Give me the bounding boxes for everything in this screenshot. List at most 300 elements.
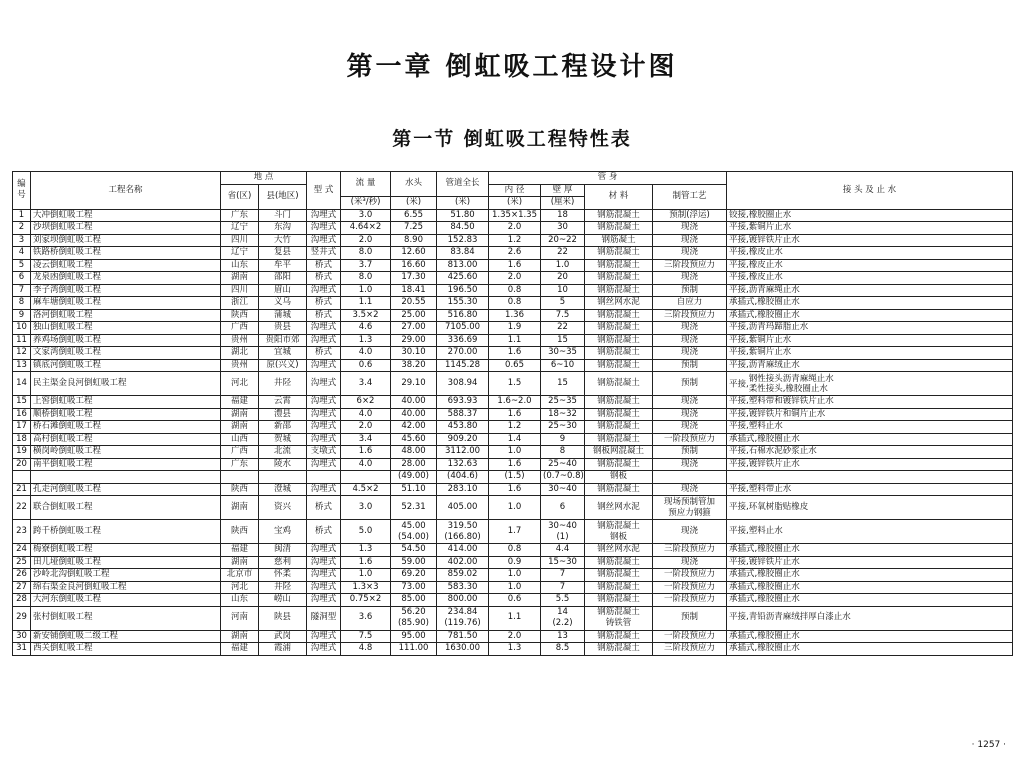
cell-proc: 现浇 bbox=[653, 347, 727, 360]
cell-no: 26 bbox=[13, 569, 31, 582]
cell-name: 联合倒虹吸工程 bbox=[31, 496, 221, 520]
cell-dia: 1.9 bbox=[489, 322, 541, 335]
cell-dia: 1.1 bbox=[489, 334, 541, 347]
table-row bbox=[13, 222, 1013, 235]
cell-wall: 6 bbox=[541, 496, 585, 520]
header-head-unit: (米) bbox=[391, 197, 437, 210]
cell-head: 16.60 bbox=[391, 259, 437, 272]
cell-flow: 1.6 bbox=[341, 446, 391, 459]
cell-line-1: 45.00 bbox=[401, 520, 426, 531]
cell-type: 沟埋式 bbox=[307, 569, 341, 582]
cell-proc: 现浇 bbox=[653, 334, 727, 347]
header-province: 省(区) bbox=[221, 184, 259, 209]
joint-line-b: 柔性接头,橡胶圈止水 bbox=[748, 383, 828, 394]
cell-proc bbox=[653, 496, 727, 520]
cell-joint: 平接,塑料带和镀锌铁片止水 bbox=[727, 396, 1013, 409]
cell-dia: 1.6 bbox=[489, 483, 541, 496]
cell-joint: 承插式,橡胶圈止水 bbox=[727, 544, 1013, 557]
cell-name: 张村倒虹吸工程 bbox=[31, 606, 221, 630]
cell-mat: 钢丝网水泥 bbox=[585, 544, 653, 557]
cell-prov: 北京市 bbox=[221, 569, 259, 582]
cell-wall: 9 bbox=[541, 433, 585, 446]
cell-flow: 3.0 bbox=[341, 209, 391, 222]
cell-len: 51.80 bbox=[437, 209, 489, 222]
cell-wall: 1.0 bbox=[541, 259, 585, 272]
cell-len: 308.94 bbox=[437, 372, 489, 396]
cell-flow: 3.0 bbox=[341, 496, 391, 520]
cell-county: 宝鸡 bbox=[259, 520, 307, 544]
cell-dia: 0.8 bbox=[489, 284, 541, 297]
cell-line-2: (119.76) bbox=[444, 618, 481, 628]
cell-type: 沟埋式 bbox=[307, 334, 341, 347]
cell-joint: 承插式,橡胶圈止水 bbox=[727, 594, 1013, 607]
cell-dia: 2.6 bbox=[489, 247, 541, 260]
cell-joint bbox=[727, 372, 1013, 396]
cell-prov: 山东 bbox=[221, 259, 259, 272]
cell-county: 陕县 bbox=[259, 606, 307, 630]
cell-flow: 3.4 bbox=[341, 433, 391, 446]
cell-proc: 现浇 bbox=[653, 458, 727, 471]
cell-type: 沟埋式 bbox=[307, 222, 341, 235]
cell-no: 24 bbox=[13, 544, 31, 557]
cell-name: 独山倒虹吸工程 bbox=[31, 322, 221, 335]
cell-proc: 三阶段预应力 bbox=[653, 309, 727, 322]
cell-len: 588.37 bbox=[437, 408, 489, 421]
cell-no: 2 bbox=[13, 222, 31, 235]
cell-wall: 20~22 bbox=[541, 234, 585, 247]
cell-proc bbox=[653, 471, 727, 484]
cell-joint: 平接,镀锌铁片止水 bbox=[727, 234, 1013, 247]
cell-prov: 辽宁 bbox=[221, 247, 259, 260]
cell-no: 31 bbox=[13, 643, 31, 656]
cell-name: 文家湾倒虹吸工程 bbox=[31, 347, 221, 360]
cell-line-1: 56.20 bbox=[401, 607, 426, 617]
cell-len: 1145.28 bbox=[437, 359, 489, 372]
cell-mat: 钢筋混凝土 bbox=[585, 643, 653, 656]
cell-county: 崂山 bbox=[259, 594, 307, 607]
cell-joint: 承插式,橡胶圈止水 bbox=[727, 309, 1013, 322]
cell-no: 6 bbox=[13, 272, 31, 285]
cell-type: 沟埋式 bbox=[307, 396, 341, 409]
cell-len: 800.00 bbox=[437, 594, 489, 607]
table-row bbox=[13, 483, 1013, 496]
cell-head: 59.00 bbox=[391, 556, 437, 569]
cell-type: 隧洞型 bbox=[307, 606, 341, 630]
cell-proc: 现浇 bbox=[653, 247, 727, 260]
cell-name: 桥石滩倒虹吸工程 bbox=[31, 421, 221, 434]
table-row bbox=[13, 581, 1013, 594]
cell-head: 25.00 bbox=[391, 309, 437, 322]
cell-no: 14 bbox=[13, 372, 31, 396]
cell-wall: 6~10 bbox=[541, 359, 585, 372]
table-row bbox=[13, 630, 1013, 643]
cell-prov: 湖南 bbox=[221, 496, 259, 520]
cell-mat: 钢筋混凝土 bbox=[585, 222, 653, 235]
cell-len: 693.93 bbox=[437, 396, 489, 409]
cell-dia: 1.4 bbox=[489, 433, 541, 446]
cell-len: 859.02 bbox=[437, 569, 489, 582]
cell-type bbox=[307, 471, 341, 484]
cell-type: 沟埋式 bbox=[307, 359, 341, 372]
cell-name: 大河东倒虹吸工程 bbox=[31, 594, 221, 607]
header-wall-unit: (厘米) bbox=[541, 197, 585, 210]
cell-type: 沟埋式 bbox=[307, 556, 341, 569]
header-inner-unit: (米) bbox=[489, 197, 541, 210]
cell-county: 资兴 bbox=[259, 496, 307, 520]
cell-name: 铁路桥倒虹吸工程 bbox=[31, 247, 221, 260]
cell-proc: 一阶段预应力 bbox=[653, 594, 727, 607]
cell-no: 23 bbox=[13, 520, 31, 544]
cell-len bbox=[437, 520, 489, 544]
cell-name: 养鸡场倒虹吸工程 bbox=[31, 334, 221, 347]
cell-flow: 3.5×2 bbox=[341, 309, 391, 322]
cell-mat bbox=[585, 520, 653, 544]
cell-head: 38.20 bbox=[391, 359, 437, 372]
cell-county: 澄城 bbox=[259, 483, 307, 496]
cell-wall: 8.5 bbox=[541, 643, 585, 656]
cell-len: 583.30 bbox=[437, 581, 489, 594]
cell-proc: 现浇 bbox=[653, 322, 727, 335]
cell-joint: 平接,环氧树脂贴橡皮 bbox=[727, 496, 1013, 520]
cell-mat: 钢筋混凝土 bbox=[585, 259, 653, 272]
cell-wall: 10 bbox=[541, 284, 585, 297]
table-row bbox=[13, 372, 1013, 396]
cell-head: 40.00 bbox=[391, 408, 437, 421]
cell-county bbox=[259, 471, 307, 484]
cell-flow: 1.3 bbox=[341, 544, 391, 557]
inverted-siphon-table bbox=[12, 171, 1013, 656]
table-row bbox=[13, 259, 1013, 272]
cell-name: 跨千桥倒虹吸工程 bbox=[31, 520, 221, 544]
cell-joint bbox=[727, 471, 1013, 484]
cell-len: 270.00 bbox=[437, 347, 489, 360]
cell-dia: 1.0 bbox=[489, 446, 541, 459]
cell-wall: 7 bbox=[541, 569, 585, 582]
cell-no: 9 bbox=[13, 309, 31, 322]
cell-wall: 25~35 bbox=[541, 396, 585, 409]
cell-dia: 1.36 bbox=[489, 309, 541, 322]
cell-county: 闽清 bbox=[259, 544, 307, 557]
cell-name: 田儿垭倒虹吸工程 bbox=[31, 556, 221, 569]
cell-len: 516.80 bbox=[437, 309, 489, 322]
cell-type: 桥式 bbox=[307, 259, 341, 272]
cell-mat: 钢筋混凝土 bbox=[585, 309, 653, 322]
cell-prov: 广西 bbox=[221, 322, 259, 335]
cell-no: 16 bbox=[13, 408, 31, 421]
cell-prov: 浙江 bbox=[221, 297, 259, 310]
cell-no: 3 bbox=[13, 234, 31, 247]
cell-name: 麻车塘倒虹吸工程 bbox=[31, 297, 221, 310]
cell-prov: 陕西 bbox=[221, 520, 259, 544]
cell-prov: 贵州 bbox=[221, 334, 259, 347]
cell-head: 18.41 bbox=[391, 284, 437, 297]
cell-county: 武岗 bbox=[259, 630, 307, 643]
cell-head: 20.55 bbox=[391, 297, 437, 310]
cell-head: 29.10 bbox=[391, 372, 437, 396]
cell-no: 1 bbox=[13, 209, 31, 222]
cell-len: 781.50 bbox=[437, 630, 489, 643]
cell-dia: 1.2 bbox=[489, 421, 541, 434]
cell-mat: 钢筋混凝土 bbox=[585, 581, 653, 594]
table-row bbox=[13, 209, 1013, 222]
cell-name: 横岗岭倒虹吸工程 bbox=[31, 446, 221, 459]
cell-mat: 钢筋混凝土 bbox=[585, 396, 653, 409]
cell-len bbox=[437, 606, 489, 630]
cell-county: 北流 bbox=[259, 446, 307, 459]
cell-head: 17.30 bbox=[391, 272, 437, 285]
cell-len: 7105.00 bbox=[437, 322, 489, 335]
header-length: 管道全长 bbox=[437, 172, 489, 197]
table-row bbox=[13, 309, 1013, 322]
cell-name: 顺桥倒虹吸工程 bbox=[31, 408, 221, 421]
cell-prov bbox=[221, 471, 259, 484]
cell-county: 大竹 bbox=[259, 234, 307, 247]
cell-type: 沟埋式 bbox=[307, 544, 341, 557]
cell-len: 453.80 bbox=[437, 421, 489, 434]
table-row bbox=[13, 284, 1013, 297]
cell-dia: 1.5 bbox=[489, 372, 541, 396]
cell-proc: 三阶段预应力 bbox=[653, 643, 727, 656]
cell-flow: 8.0 bbox=[341, 247, 391, 260]
cell-type: 沟埋式 bbox=[307, 458, 341, 471]
cell-type: 桥式 bbox=[307, 347, 341, 360]
cell-no: 18 bbox=[13, 433, 31, 446]
cell-joint: 平接,沥青麻绳止水 bbox=[727, 284, 1013, 297]
cell-prov: 湖南 bbox=[221, 421, 259, 434]
cell-flow: 1.6 bbox=[341, 556, 391, 569]
cell-wall bbox=[541, 606, 585, 630]
cell-no: 7 bbox=[13, 284, 31, 297]
cell-dia: 0.9 bbox=[489, 556, 541, 569]
cell-no: 19 bbox=[13, 446, 31, 459]
cell-proc: 三阶段预应力 bbox=[653, 544, 727, 557]
header-length-unit: (米) bbox=[437, 197, 489, 210]
cell-wall: 15 bbox=[541, 334, 585, 347]
table-row bbox=[13, 433, 1013, 446]
cell-joint: 承插式,橡胶圈止水 bbox=[727, 569, 1013, 582]
cell-line-2: 钢板 bbox=[610, 531, 628, 542]
cell-type: 沟埋式 bbox=[307, 284, 341, 297]
cell-dia: 1.1 bbox=[489, 606, 541, 630]
cell-proc: 预制 bbox=[653, 372, 727, 396]
cell-joint: 承插式,橡胶圈止水 bbox=[727, 297, 1013, 310]
cell-joint: 平接,塑料止水 bbox=[727, 421, 1013, 434]
header-material: 材 料 bbox=[585, 184, 653, 209]
cell-joint: 平接,沥青麻绒止水 bbox=[727, 359, 1013, 372]
cell-head: 42.00 bbox=[391, 421, 437, 434]
cell-no: 5 bbox=[13, 259, 31, 272]
cell-flow: 1.0 bbox=[341, 284, 391, 297]
cell-head: 28.00 bbox=[391, 458, 437, 471]
cell-line-2: (2.2) bbox=[552, 618, 573, 628]
header-no-top: 编 bbox=[17, 178, 26, 189]
cell-flow: 1.3 bbox=[341, 334, 391, 347]
cell-mat: 钢筋混凝土 bbox=[585, 458, 653, 471]
cell-no: 8 bbox=[13, 297, 31, 310]
cell-head: 27.00 bbox=[391, 322, 437, 335]
cell-dia: 1.6 bbox=[489, 259, 541, 272]
cell-type: 沟埋式 bbox=[307, 581, 341, 594]
cell-proc: 一阶段预应力 bbox=[653, 433, 727, 446]
table-row bbox=[13, 347, 1013, 360]
cell-wall: 22 bbox=[541, 247, 585, 260]
header-name: 工程名称 bbox=[31, 172, 221, 210]
cell-name: 沙岭北沟倒虹吸工程 bbox=[31, 569, 221, 582]
cell-head: 12.60 bbox=[391, 247, 437, 260]
cell-mat: 钢筋混凝土 bbox=[585, 272, 653, 285]
cell-county: 怀柔 bbox=[259, 569, 307, 582]
cell-type: 桥式 bbox=[307, 297, 341, 310]
header-joint: 接 头 及 止 水 bbox=[727, 172, 1013, 210]
cell-line-1: 234.84 bbox=[447, 607, 478, 617]
cell-name: 龙泉凼倒虹吸工程 bbox=[31, 272, 221, 285]
cell-county: 贵阳市郊 bbox=[259, 334, 307, 347]
table-row bbox=[13, 556, 1013, 569]
cell-dia: 1.6 bbox=[489, 408, 541, 421]
cell-no: 11 bbox=[13, 334, 31, 347]
cell-dia: 1.6~2.0 bbox=[489, 396, 541, 409]
cell-joint: 平接,紫铜片止水 bbox=[727, 222, 1013, 235]
cell-prov: 河北 bbox=[221, 581, 259, 594]
cell-prov: 福建 bbox=[221, 544, 259, 557]
cell-flow: 1.3×3 bbox=[341, 581, 391, 594]
joint-prefix: 平接, bbox=[729, 379, 749, 389]
cell-name: 洛河倒虹吸工程 bbox=[31, 309, 221, 322]
cell-name: 新安铺倒虹吸二级工程 bbox=[31, 630, 221, 643]
cell-len: 336.69 bbox=[437, 334, 489, 347]
cell-head: 95.00 bbox=[391, 630, 437, 643]
cell-county: 霞浦 bbox=[259, 643, 307, 656]
header-head: 水头 bbox=[391, 172, 437, 197]
cell-len: 909.20 bbox=[437, 433, 489, 446]
cell-line-1: 319.50 bbox=[447, 520, 478, 531]
cell-prov: 广西 bbox=[221, 446, 259, 459]
cell-flow: 0.6 bbox=[341, 359, 391, 372]
cell-proc: 自应力 bbox=[653, 297, 727, 310]
cell-mat: 钢筋混凝土 bbox=[585, 347, 653, 360]
cell-flow: 4.64×2 bbox=[341, 222, 391, 235]
cell-mat: 钢筋混凝土 bbox=[585, 408, 653, 421]
cell-flow: 4.8 bbox=[341, 643, 391, 656]
cell-name: 刘家坝倒虹吸工程 bbox=[31, 234, 221, 247]
table-row bbox=[13, 643, 1013, 656]
cell-county: 陵水 bbox=[259, 458, 307, 471]
cell-len: (404.6) bbox=[437, 471, 489, 484]
cell-proc: 三阶段预应力 bbox=[653, 259, 727, 272]
cell-type: 沟埋式 bbox=[307, 209, 341, 222]
cell-no: 27 bbox=[13, 581, 31, 594]
cell-head: 85.00 bbox=[391, 594, 437, 607]
cell-flow: 1.1 bbox=[341, 297, 391, 310]
cell-head: 52.31 bbox=[391, 496, 437, 520]
cell-name: 镇底河倒虹吸工程 bbox=[31, 359, 221, 372]
cell-type: 沟埋式 bbox=[307, 408, 341, 421]
cell-prov: 湖南 bbox=[221, 630, 259, 643]
header-type: 型 式 bbox=[307, 172, 341, 210]
cell-dia: 0.6 bbox=[489, 594, 541, 607]
cell-mat: 钢筋混凝土 bbox=[585, 483, 653, 496]
cell-head: (49.00) bbox=[391, 471, 437, 484]
cell-mat bbox=[585, 606, 653, 630]
cell-name: 民主渠金良河倒虹吸工程 bbox=[31, 372, 221, 396]
cell-no: 29 bbox=[13, 606, 31, 630]
cell-head: 69.20 bbox=[391, 569, 437, 582]
cell-no: 25 bbox=[13, 556, 31, 569]
header-no-bottom: 号 bbox=[17, 190, 26, 201]
cell-line-2: 铸铁管 bbox=[605, 618, 632, 628]
table-row bbox=[13, 359, 1013, 372]
cell-mat: 钢丝网水泥 bbox=[585, 496, 653, 520]
cell-name bbox=[31, 471, 221, 484]
cell-type: 桥式 bbox=[307, 496, 341, 520]
cell-county: 贺城 bbox=[259, 433, 307, 446]
cell-dia: 0.8 bbox=[489, 544, 541, 557]
cell-prov: 四川 bbox=[221, 284, 259, 297]
cell-wall: (0.7~0.8) bbox=[541, 471, 585, 484]
cell-mat: 钢筋混凝土 bbox=[585, 284, 653, 297]
cell-county: 眉山 bbox=[259, 284, 307, 297]
cell-dia: 1.6 bbox=[489, 347, 541, 360]
cell-no: 20 bbox=[13, 458, 31, 471]
cell-name: 南平倒虹吸工程 bbox=[31, 458, 221, 471]
cell-head bbox=[391, 606, 437, 630]
cell-line-1: 钢筋混凝土 bbox=[597, 607, 640, 617]
cell-type: 桥式 bbox=[307, 309, 341, 322]
cell-prov: 福建 bbox=[221, 643, 259, 656]
table-row bbox=[13, 569, 1013, 582]
cell-flow: 2.0 bbox=[341, 234, 391, 247]
cell-proc: 预制 bbox=[653, 446, 727, 459]
cell-len: 83.84 bbox=[437, 247, 489, 260]
cell-dia: 1.2 bbox=[489, 234, 541, 247]
cell-len: 132.63 bbox=[437, 458, 489, 471]
cell-len: 414.00 bbox=[437, 544, 489, 557]
cell-line-1: 30~40 bbox=[548, 520, 577, 531]
cell-dia: 1.7 bbox=[489, 520, 541, 544]
cell-len: 155.30 bbox=[437, 297, 489, 310]
cell-proc: 现浇 bbox=[653, 556, 727, 569]
cell-joint: 平接,紫铜片止水 bbox=[727, 334, 1013, 347]
cell-flow: 0.75×2 bbox=[341, 594, 391, 607]
cell-len: 425.60 bbox=[437, 272, 489, 285]
cell-line-2: (85.90) bbox=[398, 618, 429, 628]
cell-line-1: 钢筋混凝土 bbox=[597, 520, 640, 531]
cell-county: 井陉 bbox=[259, 581, 307, 594]
table-row bbox=[13, 594, 1013, 607]
cell-len: 152.83 bbox=[437, 234, 489, 247]
cell-prov: 湖北 bbox=[221, 347, 259, 360]
cell-wall bbox=[541, 520, 585, 544]
header-wall: 壁 厚 bbox=[541, 184, 585, 197]
cell-joint: 平接,镀锌铁片止水 bbox=[727, 556, 1013, 569]
cell-head: 40.00 bbox=[391, 396, 437, 409]
cell-wall: 5 bbox=[541, 297, 585, 310]
cell-joint: 平接,橡皮止水 bbox=[727, 247, 1013, 260]
cell-prov: 湖南 bbox=[221, 556, 259, 569]
cell-prov: 陕西 bbox=[221, 483, 259, 496]
cell-prov: 河南 bbox=[221, 606, 259, 630]
table-row bbox=[13, 446, 1013, 459]
cell-no: 12 bbox=[13, 347, 31, 360]
cell-flow: 4.0 bbox=[341, 347, 391, 360]
page-number: · 1257 · bbox=[971, 740, 1006, 750]
cell-flow: 8.0 bbox=[341, 272, 391, 285]
cell-proc: 现浇 bbox=[653, 408, 727, 421]
cell-head: 73.00 bbox=[391, 581, 437, 594]
cell-flow: 1.0 bbox=[341, 569, 391, 582]
cell-line-2: (1) bbox=[556, 531, 569, 542]
cell-flow: 3.4 bbox=[341, 372, 391, 396]
